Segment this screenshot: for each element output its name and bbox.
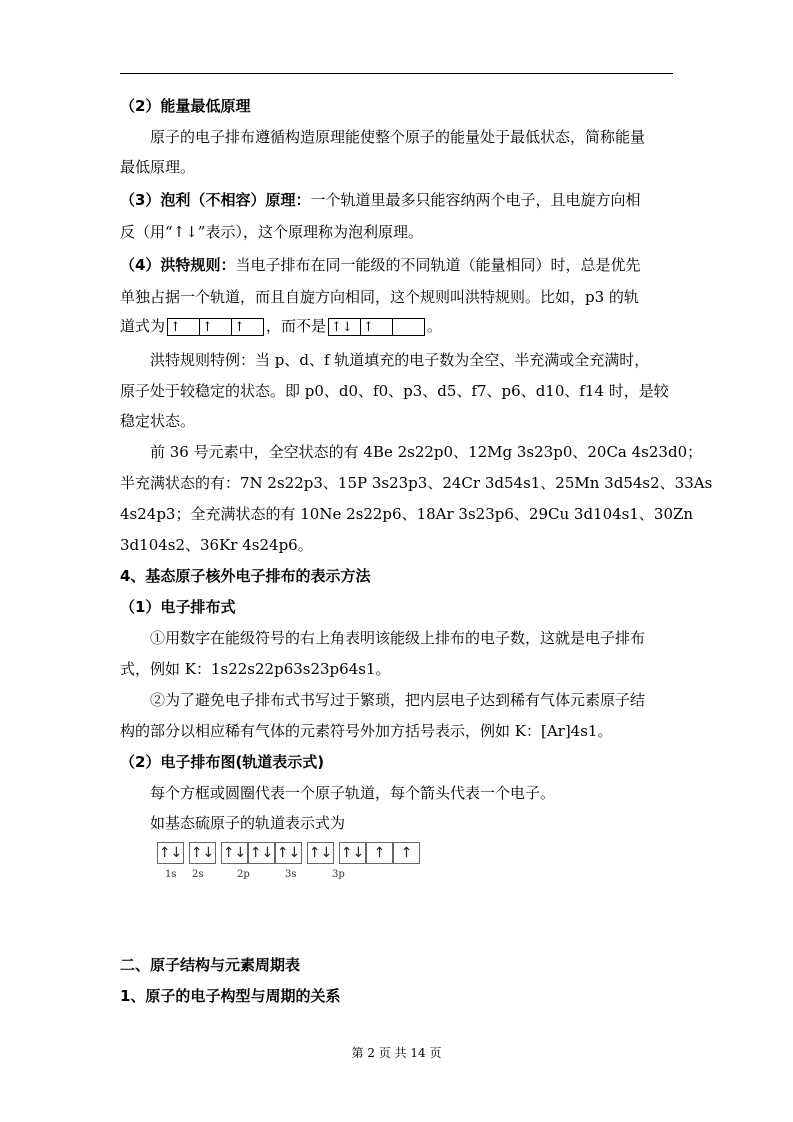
orbital-label-3p: 3p [332,869,345,880]
orbital-box: ↑ [167,318,200,336]
p3-orbital-line [120,316,442,336]
paragraph: 反（用“↑↓”表示），这个原理称为泡利原理。 [120,223,423,241]
text: ，而不是 [266,317,327,335]
page-footer: 第 2 页 共 14 页 [351,1046,442,1060]
text: 。 [427,317,443,335]
paragraph: 一个轨道里最多只能容纳两个电子，且电旋方向相 [310,191,641,209]
paragraph: 洪特规则特例：当 p、d、f 轨道填充的电子数为全空、半充满或全充满时， [150,351,650,369]
paragraph: 单独占据一个轨道，而且自旋方向相同，这个规则叫洪特规则。比如，p3 的轨 [120,288,639,306]
paragraph: 原子的电子排布遵循构造原理能使整个原子的能量处于最低状态，简称能量 [150,128,646,146]
hund-line [120,255,640,275]
paragraph: 4s24p3；全充满状态的有 10Ne 2s22p6、18Ar 3s23p6、29Cu 3d104s1、30Zn [120,505,694,523]
heading-lowest-energy: （2）能量最低原理 [120,97,251,115]
paragraph: 最低原理。 [120,158,196,176]
paragraph: 原子处于较稳定的状态。即 p0、d0、f0、p3、d5、f7、p6、d10、f14 时，是较 [120,382,669,400]
paragraph: 每个方框或圆圈代表一个原子轨道，每个箭头代表一个电子。 [150,784,556,802]
heading-period-relation: 1、原子的电子构型与周期的关系 [120,987,341,1005]
pauli-line [120,190,640,210]
heading-section-4: 4、基态原子核外电子排布的表示方法 [120,567,371,585]
p3-correct-boxes [167,318,264,336]
paragraph: 稳定状态。 [120,412,196,430]
orbital-label-2s: 2s [192,869,204,880]
orbital-3p: ↑↓ [339,842,366,864]
heading-config-formula: （1）电子排布式 [120,598,236,616]
orbital-label-2p: 2p [237,869,250,880]
orbital-3p: ↑ [393,842,420,864]
orbital-2p: ↑↓ [248,842,275,864]
orbital-box: ↑ [360,318,393,336]
orbital-box: ↑ [199,318,232,336]
orbital-3s: ↑↓ [307,842,334,864]
orbital-box: ↑ [231,318,264,336]
paragraph: 3d104s2、36Kr 4s24p6。 [120,536,313,554]
heading-orbital-diagram: （2）电子排布图(轨道表示式) [120,753,325,771]
heading-hund: （4）洪特规则： [120,256,236,274]
orbital-2s: ↑↓ [189,842,216,864]
header-rule [120,73,673,74]
paragraph: 式，例如 K：1s22s22p63s23p64s1。 [120,660,391,678]
orbital-1s: ↑↓ [157,842,184,864]
orbital-label-1s: 1s [165,869,177,880]
heading-part-2: 二、原子结构与元素周期表 [120,956,301,974]
orbital-label-3s: 3s [285,869,297,880]
paragraph: 如基态硫原子的轨道表示式为 [150,814,346,832]
p3-wrong-boxes [328,318,425,336]
paragraph: 前 36 号元素中，全空状态的有 4Be 2s22p0、12Mg 3s23p0、20Ca 4s23d0； [150,443,703,461]
paragraph: ①用数字在能级符号的右上角表明该能级上排布的电子数，这就是电子排布 [150,629,646,647]
orbital-box [392,318,425,336]
paragraph: 当电子排布在同一能级的不同轨道（能量相同）时，总是优先 [235,256,641,274]
text: 道式为 [120,317,166,335]
paragraph: 构的部分以相应稀有气体的元素符号外加方括号表示，例如 K：[Ar]4s1。 [120,722,613,740]
orbital-2p: ↑↓ [221,842,248,864]
heading-pauli: （3）泡利（不相容）原理： [120,191,311,209]
paragraph: ②为了避免电子排布式书写过于繁琐，把内层电子达到稀有气体元素原子结 [150,691,646,709]
orbital-2p: ↑↓ [275,842,302,864]
orbital-box: ↑↓ [328,318,361,336]
paragraph: 半充满状态的有：7N 2s22p3、15P 3s23p3、24Cr 3d54s1、25Mn 3d54s2、33As [120,474,713,492]
orbital-3p: ↑ [366,842,393,864]
sulfur-orbital-diagram [157,842,420,880]
